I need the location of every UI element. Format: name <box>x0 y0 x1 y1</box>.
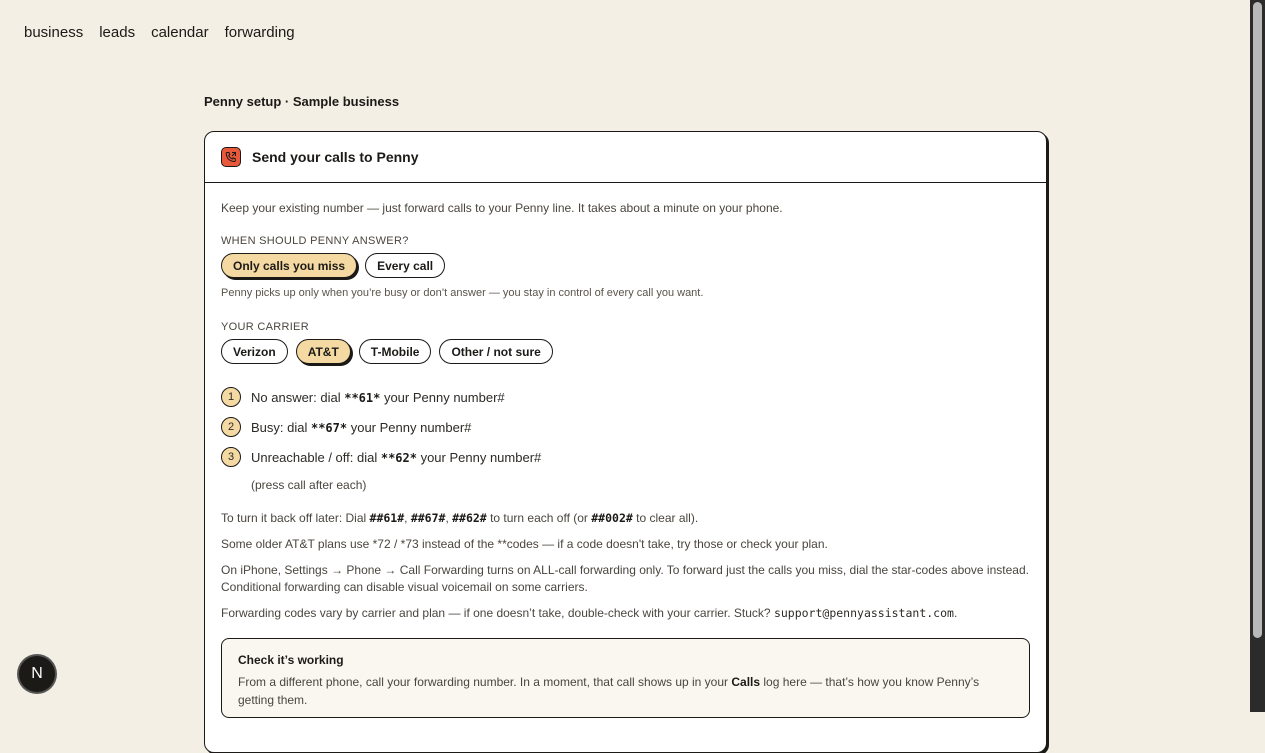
step-text <box>251 390 505 405</box>
older-plans-note: Some older AT&T plans use *72 / *73 instead of the **codes — if a code doesn't take, try those or check your plan. <box>221 537 828 551</box>
code-67-off: ##67# <box>410 511 446 525</box>
carrier-att[interactable]: AT&T <box>296 339 351 364</box>
answer-mode-hint: Penny picks up only when you’re busy or don’t answer — you stay in control of every call you want. <box>221 287 704 299</box>
step-prefix: Unreachable / off: dial <box>251 449 381 465</box>
notes <box>221 510 1030 622</box>
calls-log-label: Calls <box>731 675 761 689</box>
step-suffix: your Penny number# <box>347 419 472 435</box>
carrier-verizon[interactable]: Verizon <box>221 339 288 364</box>
intro-text: Keep your existing number — just forward calls to your Penny line. It takes about a minute on your phone. <box>221 201 783 215</box>
step-prefix: Busy: dial <box>251 419 311 435</box>
page-breadcrumb: Penny setup · Sample business <box>204 94 400 109</box>
variance-end: . <box>953 606 958 620</box>
separator: , <box>404 511 411 525</box>
press-call-note: (press call after each) <box>251 478 367 492</box>
turn-off-prefix: To turn it back off later: Dial <box>221 511 370 525</box>
check-working-box <box>221 638 1030 718</box>
step-code: **61* <box>344 390 381 405</box>
carrier-options <box>221 339 1030 364</box>
carrier-label: YOUR CARRIER <box>221 321 309 333</box>
step-suffix: your Penny number# <box>416 449 542 465</box>
turn-off-middle: to turn each off (or <box>486 511 592 525</box>
phone-forward-icon <box>221 147 241 167</box>
step-suffix: your Penny number# <box>380 389 505 405</box>
code-61-off: ##61# <box>369 511 405 525</box>
step-code: **67* <box>310 420 348 435</box>
step-item <box>221 442 1030 472</box>
check-text <box>238 673 1013 709</box>
nav-calendar[interactable]: calendar <box>151 24 209 41</box>
support-email[interactable]: support@pennyassistant.com <box>773 606 954 620</box>
check-title: Check it’s working <box>238 653 344 667</box>
separator: , <box>445 511 453 525</box>
nav-leads[interactable]: leads <box>99 24 136 41</box>
step-item <box>221 382 1030 412</box>
step-list <box>221 382 1030 472</box>
check-text-prefix: From a different phone, call your forwarding number. In a moment, that call shows up in your <box>238 675 732 689</box>
carrier-other[interactable]: Other / not sure <box>439 339 552 364</box>
step-code: **62* <box>380 450 417 465</box>
card-body <box>205 183 1046 718</box>
card-header <box>205 132 1046 183</box>
phone-forward-icon-glyph <box>225 151 237 163</box>
nav-forwarding[interactable]: forwarding <box>224 24 295 41</box>
forwarding-card <box>204 131 1047 753</box>
card-title: Send your calls to Penny <box>252 149 419 165</box>
step-number: 3 <box>221 447 241 467</box>
step-prefix: No answer: dial <box>251 389 345 405</box>
check-text-suffix: log here — that’s how you know Penny’s getting them. <box>238 675 980 707</box>
option-every-call[interactable]: Every call <box>365 253 445 278</box>
nav-business[interactable]: business <box>24 24 84 41</box>
carrier-tmobile[interactable]: T-Mobile <box>359 339 432 364</box>
answer-mode-label: WHEN SHOULD PENNY ANSWER? <box>221 235 409 247</box>
step-number: 1 <box>221 387 241 407</box>
carrier-variance-note <box>221 605 1030 622</box>
step-number: 2 <box>221 417 241 437</box>
step-item <box>221 412 1030 442</box>
code-62-off: ##62# <box>452 511 487 525</box>
turn-off-note <box>221 510 1030 527</box>
scrollbar-thumb[interactable] <box>1253 2 1262 638</box>
scrollbar[interactable] <box>1250 0 1265 712</box>
step-text <box>251 450 541 465</box>
iphone-note: On iPhone, Settings → Phone → Call Forwarding turns on ALL-call forwarding only. To forward just the calls you miss, dial the star-codes above instead. Conditional forwarding can disable visual voicemail on some carriers. <box>221 563 1029 594</box>
option-missed-calls[interactable]: Only calls you miss <box>221 253 357 278</box>
app-badge-button[interactable]: N <box>19 656 55 692</box>
answer-mode-options <box>221 253 1030 278</box>
step-text <box>251 420 471 435</box>
top-nav <box>24 24 295 41</box>
variance-text: Forwarding codes vary by carrier and plan — if one doesn’t take, double-check with your carrier. Stuck? <box>221 606 774 620</box>
code-clear-all: ##002# <box>591 511 633 525</box>
turn-off-suffix: to clear all). <box>632 511 699 525</box>
